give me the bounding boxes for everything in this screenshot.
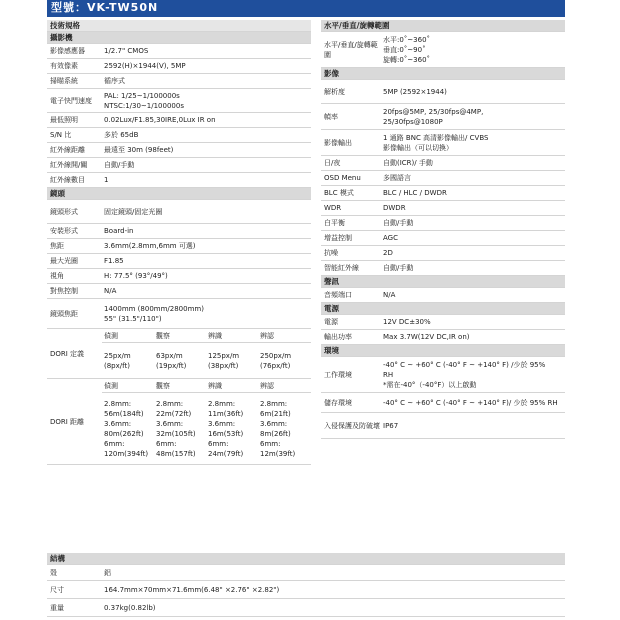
spec-value-line: 20fps@5MP, 25/30fps@4MP, bbox=[383, 107, 484, 116]
spec-label: 解析度 bbox=[324, 87, 345, 96]
spec-label: 紅外線開/關 bbox=[50, 161, 88, 169]
spec-value bbox=[381, 288, 565, 302]
dori-value-text: 2.8mm: bbox=[208, 399, 236, 408]
spec-value bbox=[381, 231, 565, 245]
spec-value-line: 固定鏡頭/固定光圈 bbox=[104, 207, 163, 216]
model-title-banner: 型號：VK-TW50N bbox=[47, 0, 565, 17]
spec-value bbox=[381, 393, 565, 412]
spec-label: 電子快門速度 bbox=[50, 96, 92, 105]
environment-spec-rows bbox=[321, 357, 565, 439]
spec-value-line: 1400mm (800mm/2800mm) bbox=[104, 304, 204, 313]
spec-value-line: 1/2.7" CMOS bbox=[104, 47, 149, 55]
spec-value bbox=[102, 173, 311, 187]
dori-head-cell bbox=[154, 379, 206, 392]
spec-value bbox=[102, 44, 311, 58]
spec-value bbox=[102, 143, 311, 157]
dori-value-text: 8m(26ft) bbox=[260, 429, 291, 438]
power-spec-rows bbox=[321, 315, 565, 345]
dori-head-row bbox=[102, 329, 311, 343]
spec-value bbox=[381, 130, 565, 155]
spec-label: S/N 比 bbox=[50, 131, 72, 139]
spec-value bbox=[381, 104, 565, 129]
dori-value-text: 63px/m bbox=[156, 351, 183, 360]
pan-tilt-value-line: 垂直:0˚~90˚ bbox=[383, 45, 426, 54]
spec-value-line: 2592(H)×1944(V), 5MP bbox=[104, 62, 186, 70]
spec-value-line: N/A bbox=[104, 287, 117, 295]
spec-value-line: NTSC:1/30~1/100000s bbox=[104, 101, 184, 110]
camera-spec-rows bbox=[47, 44, 311, 188]
spec-row bbox=[47, 581, 565, 599]
spec-label: 音頻端口 bbox=[324, 291, 352, 299]
spec-row bbox=[47, 565, 565, 581]
spec-label: 鏡頭焦距 bbox=[50, 309, 78, 318]
right-spec-column bbox=[321, 20, 565, 439]
spec-row bbox=[321, 231, 565, 246]
dori-value-cell bbox=[206, 393, 258, 464]
dori-head-cell bbox=[258, 329, 310, 342]
spec-row bbox=[321, 186, 565, 201]
spec-label: 安裝形式 bbox=[50, 227, 78, 235]
spec-row bbox=[47, 74, 311, 89]
spec-value bbox=[381, 80, 565, 103]
spec-value-line: 多國語言 bbox=[383, 174, 411, 182]
spec-value-line: 3.6mm(2.8mm,6mm 可選) bbox=[104, 242, 196, 250]
spec-value-line: -40° C ~ +60° C (-40° F ~ +140° F)/ 少於 95% RH bbox=[383, 398, 558, 407]
spec-value bbox=[381, 171, 565, 185]
structure-spec-rows bbox=[47, 565, 565, 617]
spec-label: 抗噪 bbox=[324, 249, 338, 257]
spec-row bbox=[47, 173, 311, 188]
spec-label: 電源 bbox=[324, 318, 338, 326]
dori-value-text: 250px/m bbox=[260, 351, 292, 360]
spec-row bbox=[47, 254, 311, 269]
dori-value-text: 56m(184ft) bbox=[104, 409, 144, 418]
dori-distance-row bbox=[47, 379, 311, 465]
spec-value-line: 12V DC±30% bbox=[383, 318, 431, 326]
spec-value-line: 最遠至 30m (98feet) bbox=[104, 146, 174, 154]
spec-label: 儲存環境 bbox=[324, 398, 352, 407]
spec-label: 掃瞄系統 bbox=[50, 77, 78, 85]
dori-value-text: 2.8mm: bbox=[156, 399, 184, 408]
audio-section-header: 聲訊 bbox=[321, 276, 565, 288]
dori-definition-grid bbox=[102, 329, 311, 378]
spec-value bbox=[381, 413, 565, 438]
dori-value-text: (8px/ft) bbox=[104, 361, 130, 370]
spec-row bbox=[47, 128, 311, 143]
camera-section-header: 攝影機 bbox=[47, 32, 311, 44]
spec-value bbox=[102, 254, 311, 268]
spec-value-line: 1 通路 BNC 高清影像輸出/ CVBS bbox=[383, 133, 489, 142]
dori-value-text: 11m(36ft) bbox=[208, 409, 244, 418]
spec-value bbox=[102, 599, 565, 616]
dori-head-text: 辨認 bbox=[260, 381, 274, 390]
spec-row bbox=[321, 393, 565, 413]
environment-section-header: 環境 bbox=[321, 345, 565, 357]
dori-value-text: 6mm: bbox=[208, 439, 229, 448]
spec-label: 智能紅外線 bbox=[324, 264, 359, 272]
spec-label: WDR bbox=[324, 204, 342, 212]
dori-value-cell bbox=[154, 343, 206, 378]
spec-label: 有效像素 bbox=[50, 62, 78, 70]
spec-row bbox=[321, 80, 565, 104]
spec-label: 白平衡 bbox=[324, 219, 345, 227]
spec-value bbox=[381, 246, 565, 260]
spec-label: 紅外線距離 bbox=[50, 146, 85, 154]
spec-value bbox=[102, 89, 311, 112]
dori-value-text: (19px/ft) bbox=[156, 361, 187, 370]
spec-value-line: 循序式 bbox=[104, 77, 125, 85]
dori-value-cell bbox=[206, 343, 258, 378]
dori-value-text: 22m(72ft) bbox=[156, 409, 192, 418]
spec-row bbox=[321, 357, 565, 393]
spec-value bbox=[381, 156, 565, 170]
dori-value-text: 25px/m bbox=[104, 351, 131, 360]
spec-row bbox=[321, 330, 565, 345]
spec-value-line: F1.85 bbox=[104, 257, 124, 265]
dori-head-text: 辨識 bbox=[208, 331, 222, 340]
dori-head-cell bbox=[206, 329, 258, 342]
spec-value bbox=[102, 299, 311, 328]
spec-value-line: 鋁 bbox=[104, 568, 111, 577]
dori-value-text: 80m(262ft) bbox=[104, 429, 144, 438]
dori-value-text: 125px/m bbox=[208, 351, 240, 360]
spec-value bbox=[381, 201, 565, 215]
spec-value-line: 1 bbox=[104, 176, 109, 184]
image-section-header: 影像 bbox=[321, 68, 565, 80]
spec-value-line: 多於 65dB bbox=[104, 131, 139, 139]
dori-head-text: 辨認 bbox=[260, 331, 274, 340]
spec-value-line: BLC / HLC / DWDR bbox=[383, 189, 447, 197]
left-spec-column bbox=[47, 20, 311, 465]
spec-value bbox=[381, 261, 565, 275]
spec-label: 殼 bbox=[50, 568, 57, 577]
spec-row bbox=[47, 239, 311, 254]
spec-label: 視角 bbox=[50, 272, 64, 280]
dori-head-text: 辨識 bbox=[208, 381, 222, 390]
dori-definition-row bbox=[47, 329, 311, 379]
spec-value-line: *需在-40°（-40°F）以上啟動 bbox=[383, 380, 477, 389]
pan-tilt-value-line: 旋轉:0˚~360˚ bbox=[383, 55, 431, 64]
spec-row bbox=[47, 200, 311, 224]
spec-value bbox=[381, 357, 565, 392]
spec-value-line: AGC bbox=[383, 234, 398, 242]
structure-section-header: 結構 bbox=[47, 553, 565, 565]
image-spec-rows bbox=[321, 80, 565, 276]
spec-value-line: 自動(ICR)/ 手動 bbox=[383, 159, 433, 167]
dori-head-text: 觀察 bbox=[156, 381, 170, 390]
pan-tilt-section-header: 水平/垂直/旋轉範圍 bbox=[321, 20, 565, 32]
spec-label: 尺寸 bbox=[50, 585, 64, 594]
dori-value-text: 3.6mm: bbox=[156, 419, 184, 428]
spec-label: BLC 模式 bbox=[324, 189, 354, 197]
dori-head-text: 觀察 bbox=[156, 331, 170, 340]
dori-value-text: 6mm: bbox=[260, 439, 281, 448]
spec-row bbox=[47, 224, 311, 239]
spec-value-line: 0.02Lux/F1.85,30IRE,0Lux IR on bbox=[104, 116, 216, 124]
spec-value-line: 164.7mm×70mm×71.6mm(6.48" ×2.76" ×2.82") bbox=[104, 585, 280, 594]
dori-value-cell bbox=[102, 393, 154, 464]
spec-label: 輸出功率 bbox=[324, 333, 352, 341]
dori-value-text: 12m(39ft) bbox=[260, 449, 296, 458]
dori-value-text: 3.6mm: bbox=[208, 419, 236, 428]
spec-row bbox=[321, 201, 565, 216]
dori-head-row bbox=[102, 379, 311, 393]
spec-value-line: 2D bbox=[383, 249, 393, 257]
dori-value-row bbox=[102, 393, 311, 464]
spec-label: 重量 bbox=[50, 603, 64, 612]
spec-label: 影像輸出 bbox=[324, 138, 352, 147]
spec-value bbox=[381, 216, 565, 230]
dori-head-text: 偵測 bbox=[104, 381, 118, 390]
spec-row bbox=[321, 216, 565, 231]
dori-value-cell bbox=[258, 393, 310, 464]
structure-spec-table bbox=[47, 553, 565, 617]
dori-value-cell bbox=[102, 343, 154, 378]
spec-row bbox=[47, 299, 311, 329]
spec-value bbox=[381, 330, 565, 344]
spec-label: 影像感應器 bbox=[50, 47, 85, 55]
spec-value-line: N/A bbox=[383, 291, 396, 299]
dori-value-text: 2.8mm: bbox=[104, 399, 132, 408]
spec-value bbox=[102, 158, 311, 172]
spec-row bbox=[47, 284, 311, 299]
lens-section-header: 鏡頭 bbox=[47, 188, 311, 200]
spec-value-line: 5MP (2592×1944) bbox=[383, 87, 447, 96]
dori-value-text: 3.6mm: bbox=[104, 419, 132, 428]
spec-row bbox=[321, 261, 565, 276]
dori-distance-label: DORI 距離 bbox=[50, 417, 85, 426]
spec-value bbox=[381, 186, 565, 200]
spec-row bbox=[321, 130, 565, 156]
pan-tilt-row bbox=[321, 32, 565, 68]
spec-row bbox=[321, 288, 565, 303]
spec-value-line: IP67 bbox=[383, 421, 399, 430]
spec-row bbox=[47, 269, 311, 284]
spec-row bbox=[321, 315, 565, 330]
spec-value-line: H: 77.5° (93°/49°) bbox=[104, 272, 168, 280]
spec-value bbox=[102, 113, 311, 127]
spec-value bbox=[102, 581, 565, 598]
dori-value-text: 120m(394ft) bbox=[104, 449, 149, 458]
spec-label: 鏡頭形式 bbox=[50, 207, 78, 216]
dori-value-text: 16m(53ft) bbox=[208, 429, 244, 438]
spec-value-line: PAL: 1/25~1/100000s bbox=[104, 91, 180, 100]
dori-head-cell bbox=[102, 329, 154, 342]
spec-label: 焦距 bbox=[50, 242, 64, 250]
pan-tilt-label: 水平/垂直/旋轉範圍 bbox=[324, 40, 378, 59]
spec-label: 最大光圈 bbox=[50, 257, 78, 265]
pan-tilt-value-line: 水平:0˚~360˚ bbox=[383, 35, 431, 44]
spec-row bbox=[321, 413, 565, 439]
spec-row bbox=[321, 246, 565, 261]
spec-label: 增益控制 bbox=[324, 234, 352, 242]
spec-label: 入侵保護及防破壞 bbox=[324, 421, 380, 430]
spec-value-line: -40° C ~ +60° C (-40° F ~ +140° F) /少於 95% bbox=[383, 360, 546, 369]
dori-head-cell bbox=[154, 329, 206, 342]
pan-tilt-values bbox=[381, 32, 565, 67]
spec-value bbox=[102, 269, 311, 283]
dori-value-text: (76px/ft) bbox=[260, 361, 291, 370]
dori-value-text: 24m(79ft) bbox=[208, 449, 244, 458]
spec-label: OSD Menu bbox=[324, 174, 361, 182]
spec-value-line: RH bbox=[383, 370, 394, 379]
spec-row bbox=[321, 171, 565, 186]
spec-value bbox=[102, 284, 311, 298]
spec-label: 對焦控制 bbox=[50, 287, 78, 295]
spec-value bbox=[102, 74, 311, 88]
audio-spec-rows bbox=[321, 288, 565, 303]
spec-value-line: 25/30fps@1080P bbox=[383, 117, 443, 126]
spec-value-line: 影像輸出（可以切換） bbox=[383, 143, 453, 152]
tech-spec-header: 技術規格 bbox=[47, 20, 311, 32]
spec-value bbox=[102, 239, 311, 253]
spec-label: 工作環境 bbox=[324, 370, 352, 379]
dori-value-text: 6m(21ft) bbox=[260, 409, 291, 418]
spec-row bbox=[47, 158, 311, 173]
spec-value bbox=[102, 565, 565, 580]
spec-value-line: 自動/手動 bbox=[104, 161, 135, 169]
spec-value-line: 0.37kg(0.82lb) bbox=[104, 603, 156, 612]
spec-value bbox=[102, 224, 311, 238]
spec-label: 幀率 bbox=[324, 112, 338, 121]
spec-row bbox=[47, 44, 311, 59]
dori-definition-label: DORI 定義 bbox=[50, 349, 85, 358]
dori-value-text: 3.6mm: bbox=[260, 419, 288, 428]
spec-value bbox=[102, 59, 311, 73]
spec-value bbox=[381, 315, 565, 329]
spec-row bbox=[47, 113, 311, 128]
spec-row bbox=[47, 89, 311, 113]
spec-row bbox=[47, 143, 311, 158]
spec-row bbox=[321, 156, 565, 171]
dori-value-text: 32m(105ft) bbox=[156, 429, 196, 438]
spec-value-line: 自動/手動 bbox=[383, 219, 414, 227]
dori-value-row bbox=[102, 343, 311, 378]
dori-distance-grid bbox=[102, 379, 311, 464]
spec-row bbox=[321, 104, 565, 130]
dori-value-text: (38px/ft) bbox=[208, 361, 239, 370]
dori-value-text: 6mm: bbox=[156, 439, 177, 448]
dori-head-cell bbox=[206, 379, 258, 392]
spec-value-line: 55" (31.5"/110") bbox=[104, 314, 162, 323]
spec-value-line: DWDR bbox=[383, 204, 406, 212]
spec-value bbox=[102, 128, 311, 142]
dori-value-text: 48m(157ft) bbox=[156, 449, 196, 458]
spec-value bbox=[102, 200, 311, 223]
spec-label: 紅外線數目 bbox=[50, 176, 85, 184]
spec-value-line: 自動/手動 bbox=[383, 264, 414, 272]
dori-value-text: 6mm: bbox=[104, 439, 125, 448]
power-section-header: 電源 bbox=[321, 303, 565, 315]
dori-value-cell bbox=[154, 393, 206, 464]
dori-value-cell bbox=[258, 343, 310, 378]
spec-label: 日/夜 bbox=[324, 159, 341, 167]
spec-value-line: Board-in bbox=[104, 227, 134, 235]
dori-head-text: 偵測 bbox=[104, 331, 118, 340]
spec-value-line: Max 3.7W(12V DC,IR on) bbox=[383, 333, 470, 341]
spec-row bbox=[47, 59, 311, 74]
dori-head-cell bbox=[258, 379, 310, 392]
lens-spec-rows bbox=[47, 200, 311, 329]
spec-row bbox=[47, 599, 565, 617]
dori-value-text: 2.8mm: bbox=[260, 399, 288, 408]
dori-head-cell bbox=[102, 379, 154, 392]
spec-label: 最低照明 bbox=[50, 116, 78, 124]
